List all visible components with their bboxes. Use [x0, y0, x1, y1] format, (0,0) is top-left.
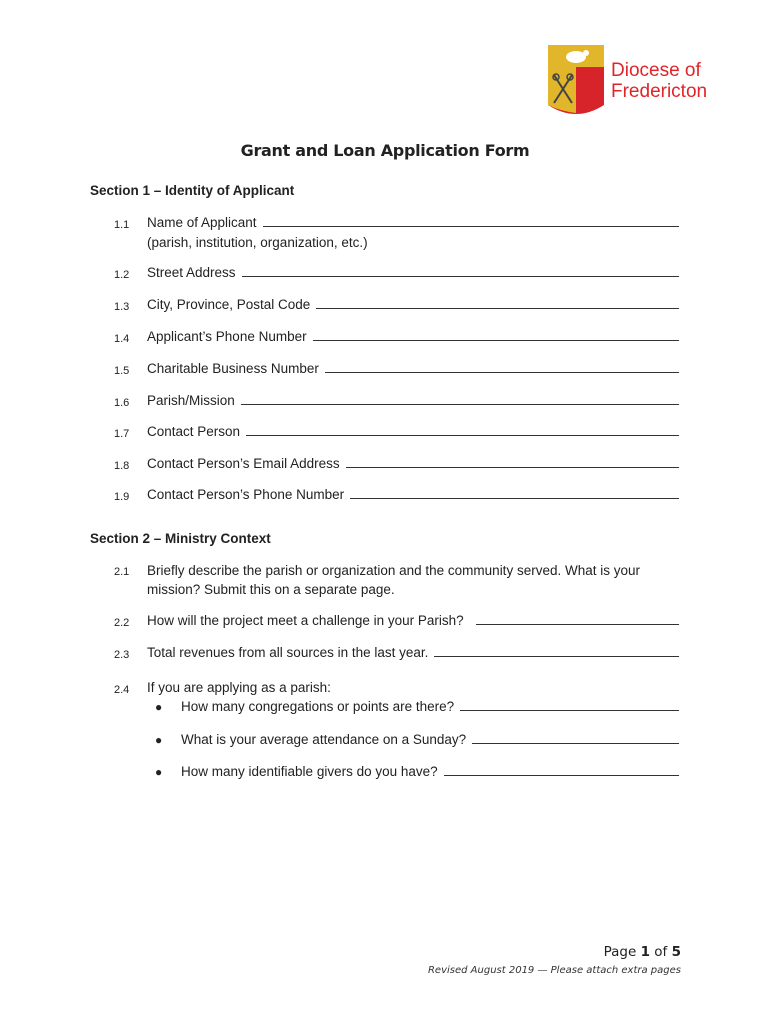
field-label: Charitable Business Number [147, 361, 319, 376]
fill-line[interactable] [346, 456, 679, 468]
bullet-icon: ● [155, 733, 163, 747]
field-label: Contact Person [147, 424, 241, 439]
bullet-icon: ● [155, 700, 163, 714]
contact-phone-field[interactable] [147, 487, 679, 502]
fill-line[interactable] [313, 329, 679, 341]
fill-line[interactable] [246, 424, 679, 436]
page-number [604, 944, 681, 960]
page-of: of [654, 944, 668, 960]
item-number: 1.5 [114, 365, 130, 377]
congregations-field[interactable] [155, 699, 679, 714]
fill-line[interactable] [444, 764, 679, 776]
fill-line[interactable] [241, 393, 679, 405]
contact-email-field[interactable] [147, 456, 679, 471]
field-label: City, Province, Postal Code [147, 297, 311, 312]
field-label: How many congregations or points are there? [181, 699, 455, 714]
field-label: What is your average attendance on a Sunday? [181, 732, 467, 747]
field-label: Total revenues from all sources in the last year. [147, 645, 429, 660]
fill-line[interactable] [460, 699, 679, 711]
bullet-icon: ● [155, 765, 163, 779]
fill-line[interactable] [242, 265, 679, 277]
fill-line[interactable] [434, 645, 679, 657]
givers-field[interactable] [155, 764, 679, 779]
city-province-postal-field[interactable] [147, 297, 679, 312]
section1-heading: Section 1 – Identity of Applicant [90, 183, 295, 198]
item-number: 1.3 [114, 301, 130, 313]
logo-line2: Fredericton [611, 81, 708, 102]
parish-mission-field[interactable] [147, 393, 679, 408]
logo-text [611, 60, 707, 102]
page-title: Grant and Loan Application Form [240, 141, 530, 160]
logo-line1: Diocese of [611, 60, 701, 81]
item-number: 1.6 [114, 397, 130, 409]
charitable-business-number-field[interactable] [147, 361, 679, 376]
fill-line[interactable] [472, 732, 679, 744]
item-number: 2.3 [114, 649, 130, 661]
item-number: 2.1 [114, 566, 130, 578]
item-number: 1.1 [114, 219, 130, 231]
page-prefix: Page [603, 944, 637, 960]
fill-line[interactable] [350, 487, 679, 499]
applying-as-parish-label: If you are applying as a parish: [147, 680, 331, 695]
field-label: How will the project meet a challenge in your Parish? [147, 613, 464, 628]
revision-note: Revised August 2019 — Please attach extra pages [427, 965, 681, 976]
item-number: 2.2 [114, 617, 130, 629]
item-number: 1.9 [114, 491, 130, 503]
page-total: 5 [671, 944, 681, 960]
field-label: Contact Person’s Phone Number [147, 487, 345, 502]
section2-heading: Section 2 – Ministry Context [90, 531, 271, 546]
item-number: 2.4 [114, 684, 130, 696]
item-number: 1.8 [114, 460, 130, 472]
field-label: Name of Applicant [147, 215, 257, 230]
field-label: Street Address [147, 265, 236, 280]
street-address-field[interactable] [147, 265, 679, 280]
item-number: 1.4 [114, 333, 130, 345]
fill-line[interactable] [316, 297, 679, 309]
name-of-applicant-field[interactable] [147, 215, 679, 230]
page-current: 1 [640, 944, 650, 960]
field-label: How many identifiable givers do you have? [181, 764, 438, 779]
total-revenues-field[interactable] [147, 645, 679, 660]
fill-line[interactable] [263, 215, 679, 227]
attendance-field[interactable] [155, 732, 679, 747]
fill-line[interactable] [325, 361, 679, 373]
item-number: 1.7 [114, 428, 130, 440]
applicant-phone-field[interactable] [147, 329, 679, 344]
field-sublabel: (parish, institution, organization, etc.) [147, 235, 368, 250]
contact-person-field[interactable] [147, 424, 679, 439]
project-challenge-field[interactable] [147, 613, 679, 628]
shield-icon [548, 45, 604, 114]
describe-parish-text: Briefly describe the parish or organization and the community served. What is your mission? Submit this on a separate page. [147, 563, 640, 597]
fill-line[interactable] [476, 613, 679, 625]
item-number: 1.2 [114, 269, 130, 281]
field-label: Applicant’s Phone Number [147, 329, 307, 344]
field-label: Contact Person’s Email Address [147, 456, 340, 471]
field-label: Parish/Mission [147, 393, 235, 408]
